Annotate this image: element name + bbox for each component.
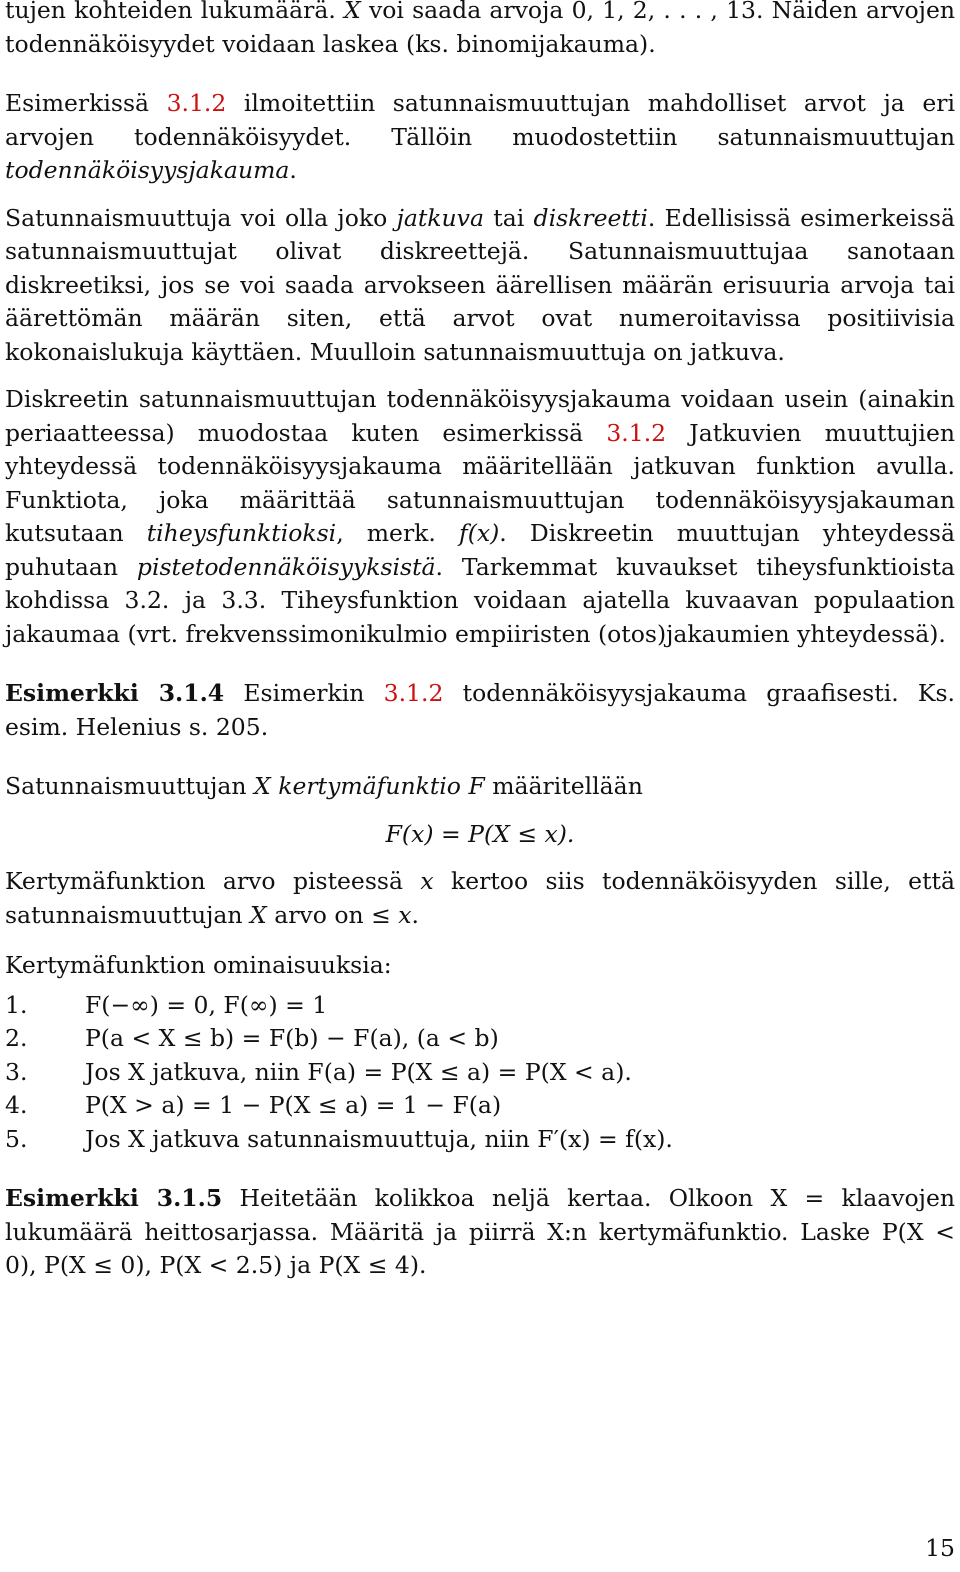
paragraph-cdf-meaning bbox=[5, 865, 955, 932]
text: todennäköisyysjakauma graafisesti. Ks. esim. Helenius s. 205. bbox=[5, 679, 955, 741]
paragraph-binomial bbox=[5, 0, 955, 61]
list-number: 4. bbox=[5, 1091, 28, 1119]
math-variable: X bbox=[254, 772, 271, 800]
math-variable: x bbox=[398, 900, 412, 929]
paragraph-density-function bbox=[5, 383, 955, 651]
cross-reference-link[interactable]: 3.1.2 bbox=[166, 89, 227, 117]
text: tujen kohteiden lukumäärä. bbox=[5, 0, 345, 24]
math-variable: X bbox=[344, 0, 361, 24]
list-number: 2. bbox=[5, 1024, 28, 1052]
list-item bbox=[5, 989, 955, 1023]
math-variable: x bbox=[420, 867, 434, 895]
list-number: 1. bbox=[5, 990, 28, 1019]
list-item bbox=[5, 1089, 955, 1123]
math-variable: F bbox=[468, 772, 485, 800]
list-text: P(a < X ≤ b) = F(b) − F(a), (a < b) bbox=[85, 1024, 499, 1052]
paragraph-distribution bbox=[5, 87, 955, 188]
example-label: Esimerkki 3.1.5 bbox=[5, 1184, 223, 1212]
text: Jatkuvien muuttujien yhteydessä todennäköisyysjakauma määritellään jatkuvan funktion avulla. Funktiota, joka määrittää satunnaismuuttujan todennäköisyysjakauman kutsutaan bbox=[5, 418, 955, 547]
text: ilmoitettiin satunnaismuuttujan mahdolliset arvot ja eri arvojen todennäköisyydet. Tällöin muodostettiin satunnaismuuttujan bbox=[5, 89, 955, 151]
emphasis: jatkuva bbox=[396, 203, 484, 232]
page-number: 15 bbox=[925, 1534, 955, 1562]
properties-list bbox=[5, 989, 955, 1157]
text: määritellään bbox=[484, 772, 643, 800]
example-3-1-4 bbox=[5, 677, 955, 744]
emphasis: tiheysfunktioksi bbox=[146, 519, 337, 547]
list-number: 5. bbox=[5, 1124, 28, 1153]
text: Kertymäfunktion arvo pisteessä bbox=[5, 867, 421, 895]
math-variable: X bbox=[249, 900, 267, 929]
text: Satunnaismuuttujan bbox=[5, 772, 255, 800]
math-expression: f(x) bbox=[459, 519, 500, 547]
list-item bbox=[5, 1022, 955, 1056]
text: . Tarkemmat kuvaukset tiheysfunktioista kohdissa 3.2. ja 3.3. Tiheysfunktion voidaan ajatella kuvaavan populaation jakaumaa (vrt. frekvenssimonikulmio empiiristen (otos)jakaumien yhteydessä). bbox=[5, 552, 955, 648]
emphasis: pistetodennäköisyyksistä bbox=[136, 552, 436, 581]
list-text: Jos X jatkuva, niin F(a) = P(X ≤ a) = P(X < a). bbox=[85, 1057, 632, 1086]
text: arvo on ≤ bbox=[266, 900, 399, 929]
text: Diskreetin satunnaismuuttujan todennäköisyysjakauma voidaan usein (ainakin periaatteessa) muodostaa kuten esimerkissä bbox=[5, 385, 955, 447]
text: Satunnaismuuttuja voi olla joko bbox=[5, 203, 397, 232]
text: . bbox=[289, 156, 297, 184]
display-equation bbox=[5, 818, 955, 852]
text: . Edellisissä esimerkeissä satunnaismuuttujat olivat diskreettejä. Satunnaismuuttujaa sanotaan diskreetiksi, jos se voi saada arvokseen äärellisen määrän erisuuria arvoja tai äärettömän määrän siten, että arvot ovat numeroitavissa positiivisia kokonaislukuja käyttäen. Muulloin satunnaismuuttuja on jatkuva. bbox=[5, 203, 955, 366]
list-item bbox=[5, 1056, 955, 1090]
emphasis: diskreetti bbox=[533, 203, 648, 232]
properties-heading: Kertymäfunktion ominaisuuksia: bbox=[5, 951, 392, 979]
text: kertoo siis todennäköisyyden sille, että satunnaismuuttujan bbox=[5, 867, 955, 929]
document-page bbox=[5, 0, 955, 1283]
emphasis: todennäköisyysjakauma bbox=[5, 156, 290, 184]
text: Heitetään kolikkoa neljä kertaa. Olkoon X = klaavojen lukumäärä heittosarjassa. Määritä ja piirrä X:n kertymäfunktio. Laske P(X < 0), P(X ≤ 0), P(X < 2.5) ja P(X ≤ 4). bbox=[5, 1184, 956, 1279]
paragraph-continuous-discrete bbox=[5, 202, 955, 370]
text: Esimerkin bbox=[224, 679, 384, 707]
example-3-1-5 bbox=[5, 1182, 955, 1283]
paragraph-cdf-definition bbox=[5, 770, 955, 804]
list-number: 3. bbox=[5, 1057, 28, 1086]
list-text: Jos X jatkuva satunnaismuuttuja, niin F′(x) = f(x). bbox=[85, 1124, 673, 1153]
text: , merk. bbox=[336, 519, 459, 547]
equation: F(x) = P(X ≤ x). bbox=[385, 819, 575, 848]
text: . bbox=[411, 900, 419, 929]
text: voi saada arvoja 0, 1, 2, . . . , 13. Näiden arvojen todennäköisyydet voidaan laskea (ks. binomijakauma). bbox=[5, 0, 955, 58]
cross-reference-link[interactable]: 3.1.2 bbox=[606, 418, 667, 447]
example-label: Esimerkki 3.1.4 bbox=[5, 679, 225, 707]
list-item bbox=[5, 1123, 955, 1157]
text: Esimerkissä bbox=[5, 89, 167, 117]
list-text: P(X > a) = 1 − P(X ≤ a) = 1 − F(a) bbox=[85, 1091, 502, 1119]
list-text: F(−∞) = 0, F(∞) = 1 bbox=[85, 990, 328, 1019]
cross-reference-link[interactable]: 3.1.2 bbox=[383, 679, 444, 707]
emphasis: kertymäfunktio bbox=[278, 772, 461, 800]
text: tai bbox=[483, 203, 534, 232]
text: . Diskreetin muuttujan yhteydessä puhutaan bbox=[5, 519, 955, 581]
